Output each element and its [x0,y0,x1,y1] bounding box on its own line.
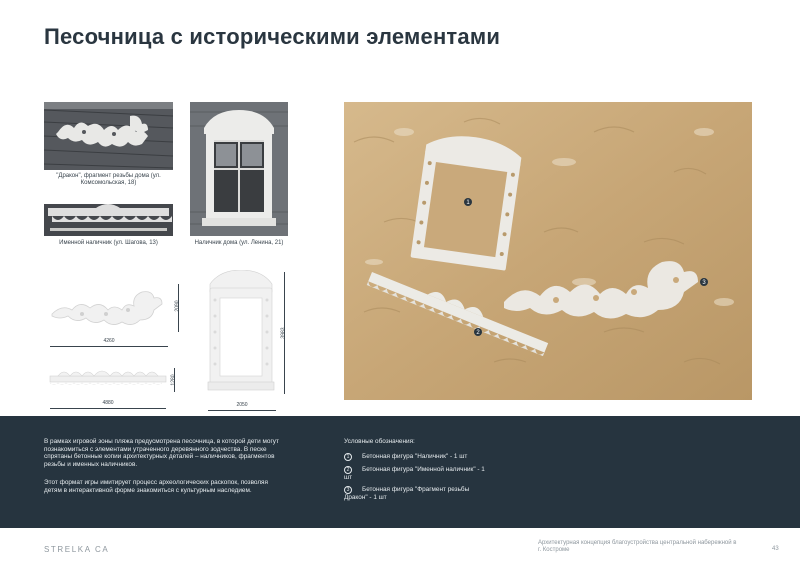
nalichnik-figure-drawing [48,366,168,392]
legend-num-3: 3 [344,486,352,494]
dragon-width-dim: 4260 [103,338,115,344]
legend-num-1: 1 [344,453,352,461]
legend-item-2 [344,466,494,482]
marker-2: 2 [476,330,480,336]
dragon-caption: "Дракон", фрагмент резьбы дома (ул. Комсомольская, 18) [56,173,161,186]
legend-item-1 [344,453,494,461]
page-title: Песочница с историческими элементами [44,24,501,49]
sandbox-photo [344,102,752,400]
nalichnik-caption: Именной наличник (ул. Шагова, 13) [59,240,158,246]
nalichnik-height-dim: 1280 [170,374,177,386]
legend-text-3: Бетонная фигура "Фрагмент резьбы Дракон" - 1 шт [344,486,470,501]
dragon-carving-photo [44,102,173,170]
dragon-figure-drawing [44,280,174,332]
nalichnik-width-dim: 4880 [102,400,114,406]
marker-3: 3 [702,280,706,286]
description-paragraph-2: Этот формат игры имитирует процесс археологических раскопок, позволяя детям в интерактивной форме знакомиться с культурным наследием. [44,479,268,494]
window-frame-photo [190,102,288,236]
page-number: 43 [772,546,779,552]
legend-item-3 [344,486,494,502]
dragon-height-dim: 2090 [174,300,181,312]
frame-width-dim: 2050 [236,402,248,408]
legend-text-2: Бетонная фигура "Именной наличник" - 1 шт [344,466,485,481]
window-caption: Наличник дома (ул. Ленина, 21) [194,240,284,246]
frame-height-dim: 3983 [280,327,287,339]
marker-1: 1 [466,200,470,206]
footer-brand: STRELKA CA [44,545,110,554]
legend-num-2: 2 [344,466,352,474]
legend-title: Условные обозначения: [344,438,415,445]
nalichnik-photo [44,204,173,236]
footer-note: Архитектурная концепция благоустройства центральной набережной в г. Костроме [538,540,737,554]
frame-figure-drawing [204,270,278,394]
description-paragraph-1: В рамках игровой зоны пляжа предусмотрена песочница, в которой дети могут познакомиться с элементами утраченного деревянного зодчества. В песке спрятаны бетонные копии архитектурных деталей – наличников, фрагментов резьбы и именных наличников. [44,438,279,468]
legend-text-1: Бетонная фигура "Наличник" - 1 шт [362,453,468,460]
